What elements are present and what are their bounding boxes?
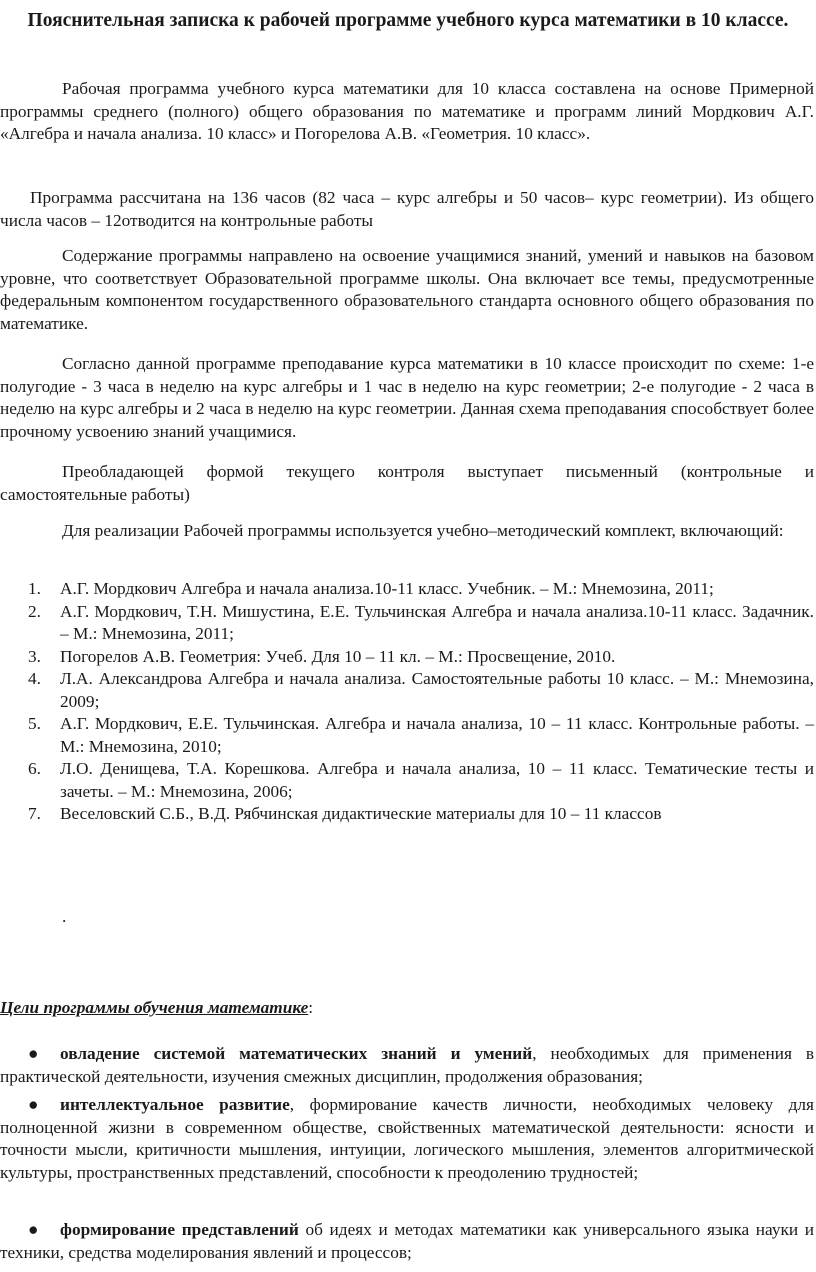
reference-number: 3. bbox=[28, 646, 41, 666]
reference-item bbox=[0, 803, 814, 826]
reference-text: А.Г. Мордкович, Е.Е. Тульчинская. Алгебра и начала анализа, 10 – 11 класс. Контрольные работы. – М.: Мнемозина, 2010; bbox=[60, 714, 814, 756]
reference-number: 7. bbox=[28, 804, 41, 823]
reference-number: 4. bbox=[28, 669, 41, 688]
goal-bold-text: интеллектуальное развитие bbox=[60, 1095, 290, 1114]
goal-item bbox=[0, 1043, 814, 1088]
bullet-icon: ● bbox=[28, 1220, 39, 1239]
goals-heading-text: Цели программы обучения математике bbox=[0, 998, 309, 1017]
reference-text: А.Г. Мордкович, Т.Н. Мишустина, Е.Е. Тульчинская Алгебра и начала анализа.10-11 класс. Задачник. – М.: Мнемозина, 2011; bbox=[60, 601, 814, 643]
bullet-icon: ● bbox=[28, 1095, 39, 1114]
reference-number: 1. bbox=[28, 579, 41, 598]
reference-text: Л.О. Денищева, Т.А. Корешкова. Алгебра и начала анализа, 10 – 11 класс. Тематические тесты и зачеты. – М.: Мнемозина, 2006; bbox=[60, 759, 814, 801]
reference-item bbox=[0, 601, 814, 646]
stray-dot: . bbox=[62, 907, 67, 926]
reference-number: 6. bbox=[28, 759, 41, 778]
reference-item bbox=[0, 668, 814, 713]
paragraph-program-basis: Рабочая программа учебного курса математики для 10 класса составлена на основе Примерной программы среднего (полного) общего образования по математике и программ линий Мордкович А.Г. «Алгебра и начала анализа. 10 класс» и Погорелова А.В. «Геометрия. 10 класс». bbox=[0, 79, 814, 143]
reference-item bbox=[0, 578, 814, 601]
reference-number: 5. bbox=[28, 714, 41, 733]
bullet-icon: ● bbox=[28, 1044, 39, 1063]
reference-text: Погорелов А.В. Геометрия: Учеб. Для 10 – 11 кл. – М.: Просвещение, 2010. bbox=[60, 646, 616, 666]
goals-heading bbox=[0, 997, 313, 1020]
goal-item bbox=[0, 1219, 814, 1264]
reference-item bbox=[0, 758, 814, 803]
reference-text: А.Г. Мордкович Алгебра и начала анализа.10-11 класс. Учебник. – М.: Мнемозина, 2011; bbox=[60, 579, 714, 598]
goals-heading-colon: : bbox=[308, 998, 314, 1017]
reference-number: 2. bbox=[28, 601, 41, 621]
goal-rest-text: об идеях и методах математики как универсального языка науки и техники, средства моделирования явлений и процессов; bbox=[0, 1220, 814, 1262]
paragraph-control: Преобладающей формой текущего контроля выступает письменный (контрольные и самостоятельные работы) bbox=[0, 462, 814, 504]
document-title: Пояснительная записка к рабочей программе учебного курса математики в 10 классе. bbox=[27, 10, 789, 31]
paragraph-materials-intro: Для реализации Рабочей программы используется учебно–методический комплект, включающий: bbox=[62, 521, 784, 540]
paragraph-schedule: Согласно данной программе преподавание курса математики в 10 классе происходит по схеме: 1-е полугодие - 3 часа в неделю на курс алгебры и 1 час в неделю на курс геометрии; 2-е полугодие - 2 часа в неделю на курс алгебры и 2 часа в неделю на курс геометрии. Данная схема преподавания способствует более прочному усвоению знаний учащимися. bbox=[0, 354, 814, 441]
goal-rest-text: , необходимых для применения в практической деятельности, изучения смежных дисциплин, продолжения образования; bbox=[0, 1044, 814, 1086]
goal-bold-text: овладение системой математических знаний и умений bbox=[60, 1044, 533, 1063]
reference-item bbox=[0, 713, 814, 758]
goal-item bbox=[0, 1094, 814, 1184]
reference-text: Л.А. Александрова Алгебра и начала анализа. Самостоятельные работы 10 класс. – М.: Мнемозина, 2009; bbox=[60, 669, 814, 711]
paragraph-content: Содержание программы направлено на освоение учащимися знаний, умений и навыков на базовом уровне, что соответствует Образовательной программе школы. Она включает все темы, предусмотренные федеральным компонентом государственного образовательного стандарта основного общего образования по математике. bbox=[0, 246, 814, 333]
goal-rest-text: , формирование качеств личности, необходимых человеку для полноценной жизни в современном обществе, свойственных математической деятельности: ясности и точности мысли, критичности мышления, интуиции, логического мышления, элементов алгоритмической культуры, пространственных представлений, способности к преодолению трудностей; bbox=[0, 1095, 814, 1182]
reference-item bbox=[0, 646, 814, 669]
reference-text: Веселовский С.Б., В.Д. Рябчинская дидактические материалы для 10 – 11 классов bbox=[60, 804, 662, 823]
goal-bold-text: формирование представлений bbox=[60, 1220, 299, 1239]
references-list bbox=[0, 578, 814, 826]
paragraph-hours: Программа рассчитана на 136 часов (82 часа – курс алгебры и 50 часов– курс геометрии). Из общего числа часов – 12отводится на контрольные работы bbox=[0, 188, 814, 230]
